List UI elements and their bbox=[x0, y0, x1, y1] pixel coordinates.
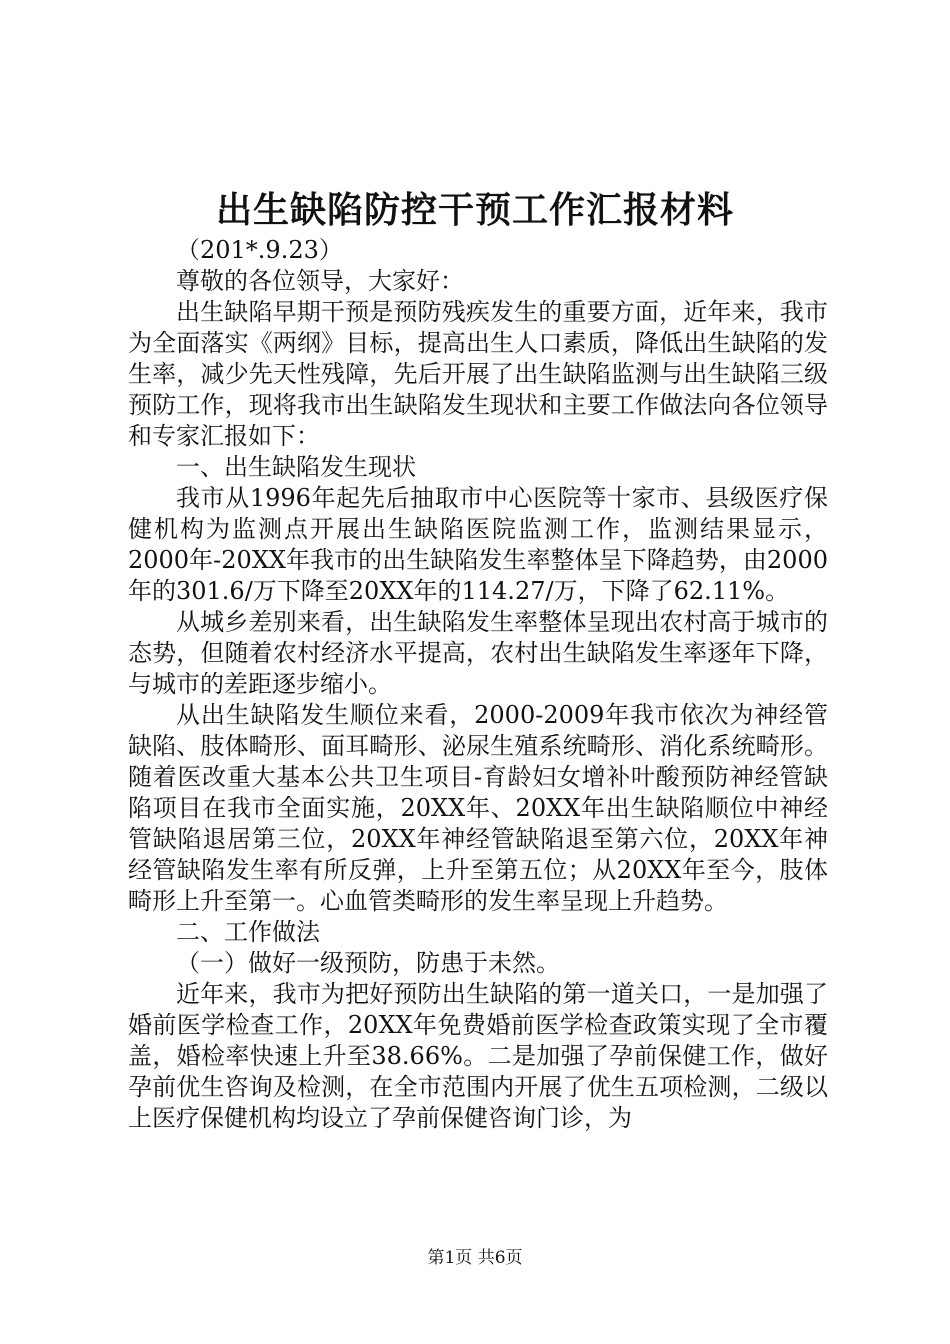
page-footer: 第1页 共6页 bbox=[427, 1248, 523, 1268]
section-heading-1: 一、出生缺陷发生现状 bbox=[176, 453, 416, 481]
document-date: （201*.9.23） bbox=[176, 236, 343, 264]
document-title: 出生缺陷防控干预工作汇报材料 bbox=[215, 189, 734, 231]
document-body bbox=[128, 235, 828, 1134]
greeting: 尊敬的各位领导，大家好： bbox=[176, 267, 464, 295]
section-heading-2: 二、工作做法 bbox=[176, 918, 320, 946]
paragraph-monitoring: 我市从1996年起先后抽取市中心医院等十家市、县级医疗保健机构为监测点开展出生缺陷医院监测工作，监测结果显示，2000年-20XX年我市的出生缺陷发生率整体呈下降趋势，由2000年的301.6/万下降至20XX年的114.27/万，下降了62.11%。 bbox=[128, 484, 828, 605]
paragraph-prevention: 近年来，我市为把好预防出生缺陷的第一道关口，一是加强了婚前医学检查工作，20XX年免费婚前医学检查政策实现了全市覆盖，婚检率快速上升至38.66%。二是加强了孕前保健工作，做好孕前优生咨询及检测，在全市范围内开展了优生五项检测，二级以上医疗保健机构均设立了孕前保健咨询门诊，为 bbox=[128, 980, 828, 1132]
paragraph-ranking: 从出生缺陷发生顺位来看，2000-2009年我市依次为神经管缺陷、肢体畸形、面耳畸形、泌尿生殖系统畸形、消化系统畸形。随着医改重大基本公共卫生项目-育龄妇女增补叶酸预防神经管缺陷项目在我市全面实施，20XX年、20XX年出生缺陷顺位中神经管缺陷退居第三位，20XX年神经管缺陷退至第六位，20XX年神经管缺陷发生率有所反弹，上升至第五位；从20XX年至今，肢体畸形上升至第一。心血管类畸形的发生率呈现上升趋势。 bbox=[128, 701, 828, 915]
paragraph-urban-rural: 从城乡差别来看，出生缺陷发生率整体呈现出农村高于城市的态势，但随着农村经济水平提高，农村出生缺陷发生率逐年下降，与城市的差距逐步缩小。 bbox=[128, 608, 828, 698]
paragraph-intro: 出生缺陷早期干预是预防残疾发生的重要方面，近年来，我市为全面落实《两纲》目标，提高出生人口素质，降低出生缺陷的发生率，减少先天性残障，先后开展了出生缺陷监测与出生缺陷三级预防工作，现将我市出生缺陷发生现状和主要工作做法向各位领导和专家汇报如下： bbox=[128, 298, 828, 450]
subsection-heading-1: （一）做好一级预防，防患于未然。 bbox=[176, 949, 560, 977]
